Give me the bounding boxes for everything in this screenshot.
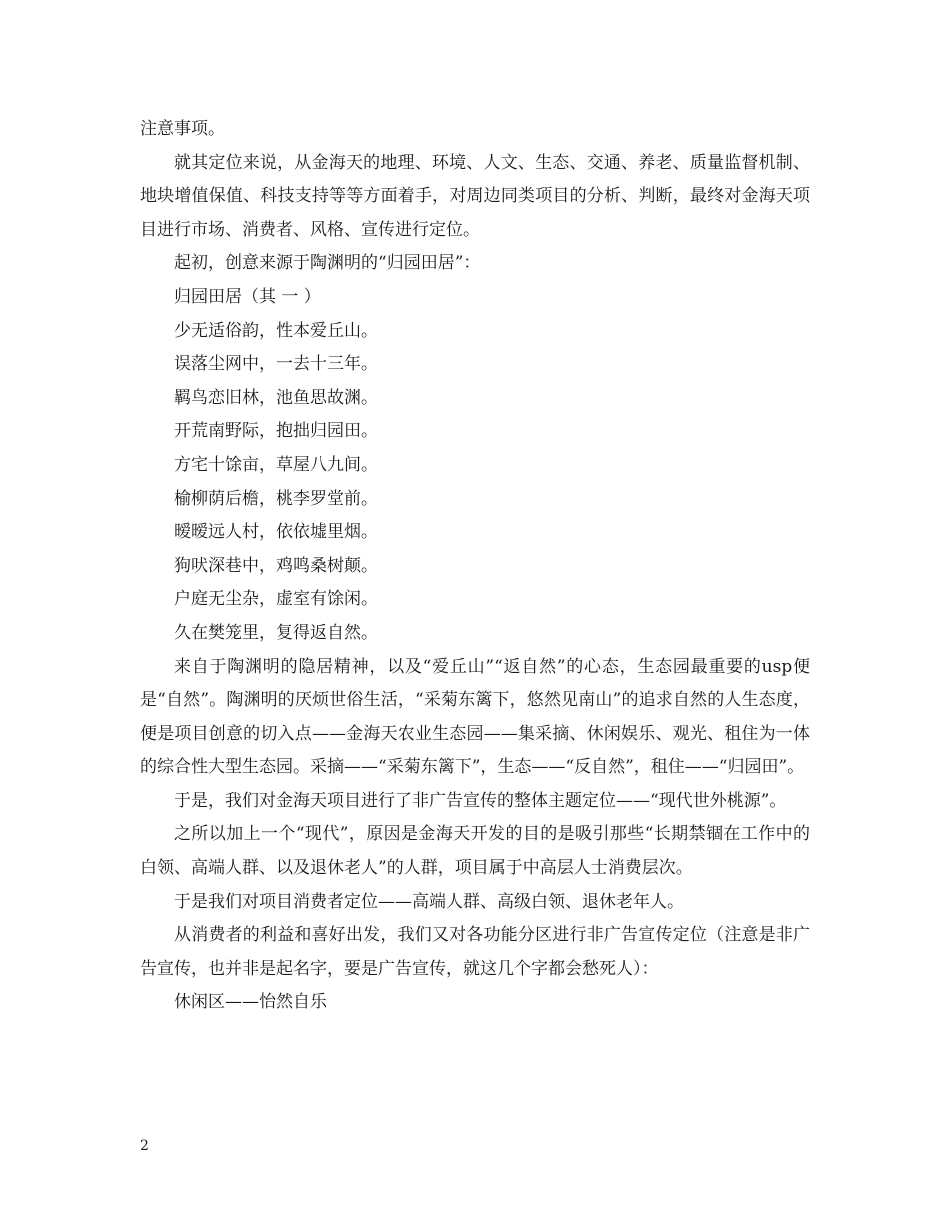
poem-line: 少无适俗韵，性本爱丘山。 [174, 320, 378, 341]
poem-line: 狗吠深巷中，鸡鸣桑树颠。 [174, 555, 378, 576]
paragraph: 起初，创意来源于陶渊明的“归园田居”： [174, 253, 481, 274]
paragraph: 于是，我们对金海天项目进行了非广告宣传的整体主题定位——“现代世外桃源”。 [174, 790, 787, 811]
poem-line: 方宅十馀亩，草屋八九间。 [174, 454, 378, 475]
poem-line: 羁鸟恋旧林，池鱼思故渊。 [174, 387, 378, 408]
document-body [140, 113, 810, 1020]
poem-line: 开荒南野际，抱拙归园田。 [174, 421, 378, 442]
poem-line: 榆柳荫后檐，桃李罗堂前。 [174, 488, 378, 509]
poem-line: 久在樊笼里，复得返自然。 [174, 622, 378, 643]
paragraph: 从消费者的利益和喜好出发，我们又对各功能分区进行非广告宣传定位（注意是非广告宣传，也并非是起名字，要是广告宣传，就这几个字都会愁死人）： [140, 925, 810, 979]
poem-title: 归园田居（其 一 ） [174, 286, 321, 307]
poem-line: 误落尘网中，一去十三年。 [174, 354, 378, 375]
page-number: 2 [140, 1138, 149, 1154]
paragraph: 就其定位来说，从金海天的地理、环境、人文、生态、交通、养老、质量监督机制、地块增值保值、科技支持等等方面着手，对周边同类项目的分析、判断，最终对金海天项目进行市场、消费者、风格、宣传进行定位。 [140, 152, 810, 240]
paragraph: 休闲区——怡然自乐 [174, 992, 327, 1013]
poem-line: 暧暧远人村，依依墟里烟。 [174, 522, 378, 543]
paragraph: 之所以加上一个“现代”，原因是金海天开发的目的是吸引那些“长期禁锢在工作中的白领、高端人群、以及退休老人”的人群，项目属于中高层人士消费层次。 [140, 824, 810, 879]
poem-line: 户庭无尘杂，虚室有馀闲。 [174, 589, 378, 610]
paragraph: 注意事项。 [140, 119, 225, 139]
paragraph: 来自于陶渊明的隐居精神，以及“爱丘山”“返自然”的心态，生态园最重要的usp便是“自然”。陶渊明的厌烦世俗生活，“采菊东篱下，悠然见南山”的追求自然的人生态度，便是项目创意的切入点——金海天农业生态园——集采摘、休闲娱乐、观光、租住为一体的综合性大型生态园。采摘——“采菊东篱下”，生态——“反自然”，租住——“归园田”。 [140, 656, 810, 778]
paragraph: 于是我们对项目消费者定位——高端人群、高级白领、退休老年人。 [174, 891, 684, 912]
